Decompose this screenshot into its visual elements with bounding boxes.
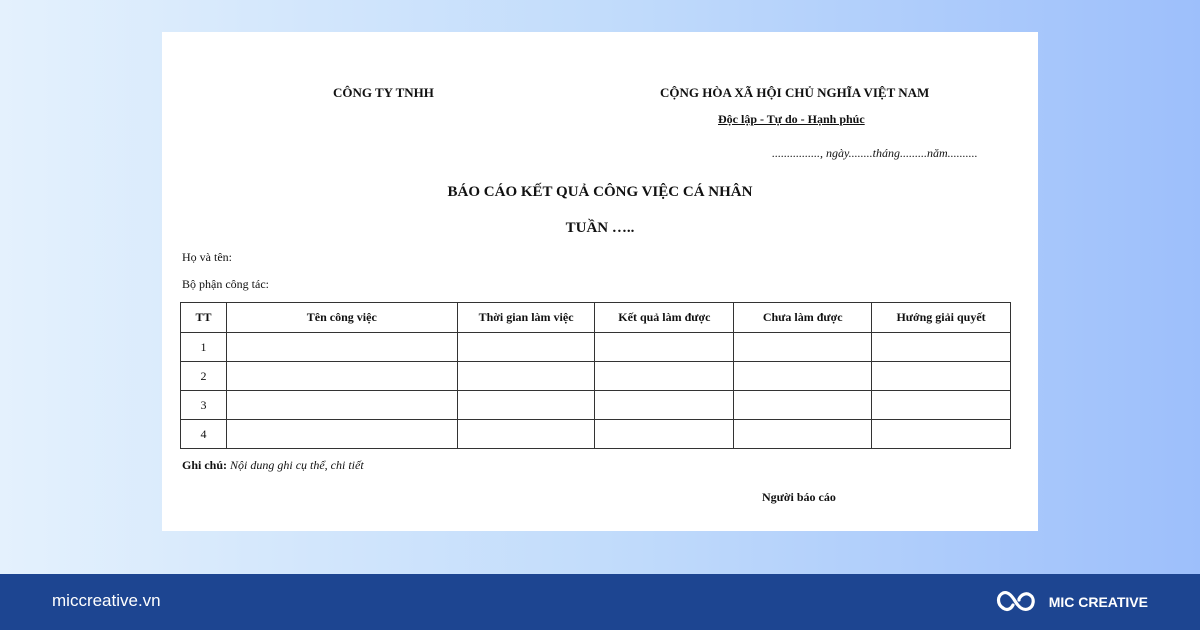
note-label: Ghi chú:: [182, 458, 228, 472]
table-cell: [595, 391, 734, 420]
brand-name: MIC CREATIVE: [1048, 594, 1148, 610]
footer-bar: [0, 574, 1200, 630]
brand-logo[interactable]: [995, 587, 1148, 617]
table-cell: [872, 362, 1011, 391]
table-cell: [734, 333, 872, 362]
table-cell: [734, 362, 872, 391]
department-field: Bộ phận công tác:: [182, 277, 269, 291]
table-cell: [872, 333, 1011, 362]
column-header: Chưa làm được: [734, 303, 872, 333]
national-title: CỘNG HÒA XÃ HỘI CHỦ NGHĨA VIỆT NAM: [660, 85, 930, 100]
note-text: Nội dung ghi cụ thể, chi tiết: [230, 458, 364, 472]
website-link[interactable]: miccreative.vn: [52, 591, 161, 610]
table-cell: [872, 420, 1011, 449]
reporter-signature-label: Người báo cáo: [762, 490, 836, 504]
row-number: 2: [181, 362, 227, 391]
company-name: CÔNG TY TNHH: [333, 85, 434, 100]
table-cell: [457, 333, 595, 362]
document-page: [162, 32, 1038, 531]
table-cell: [457, 362, 595, 391]
row-number: 3: [181, 391, 227, 420]
mic-creative-logo-icon: [995, 588, 1039, 616]
table-header-row: [181, 303, 1011, 333]
report-table: [180, 302, 1011, 449]
table-row: [181, 333, 1011, 362]
table-cell: [734, 420, 872, 449]
column-header: Tên công việc: [226, 303, 457, 333]
full-name-field: Họ và tên:: [182, 250, 232, 264]
table-cell: [226, 420, 457, 449]
table-cell: [595, 362, 734, 391]
column-header: TT: [181, 303, 227, 333]
note-line: [182, 458, 364, 473]
table-row: [181, 362, 1011, 391]
national-motto: Độc lập - Tự do - Hạnh phúc: [718, 112, 865, 126]
table-row: [181, 420, 1011, 449]
table-cell: [734, 391, 872, 420]
table-cell: [457, 391, 595, 420]
column-header: Hướng giải quyết: [872, 303, 1011, 333]
table-cell: [872, 391, 1011, 420]
row-number: 4: [181, 420, 227, 449]
report-title: BÁO CÁO KẾT QUẢ CÔNG VIỆC CÁ NHÂN: [447, 184, 753, 200]
row-number: 1: [181, 333, 227, 362]
table-cell: [595, 333, 734, 362]
column-header: Kết quả làm được: [595, 303, 734, 333]
report-week: TUẦN …..: [565, 220, 635, 236]
table-cell: [226, 391, 457, 420]
table-cell: [457, 420, 595, 449]
table-cell: [226, 362, 457, 391]
table-cell: [226, 333, 457, 362]
table-cell: [595, 420, 734, 449]
column-header: Thời gian làm việc: [457, 303, 595, 333]
date-line: ................, ngày........tháng.........năm..........: [772, 146, 978, 160]
table-row: [181, 391, 1011, 420]
